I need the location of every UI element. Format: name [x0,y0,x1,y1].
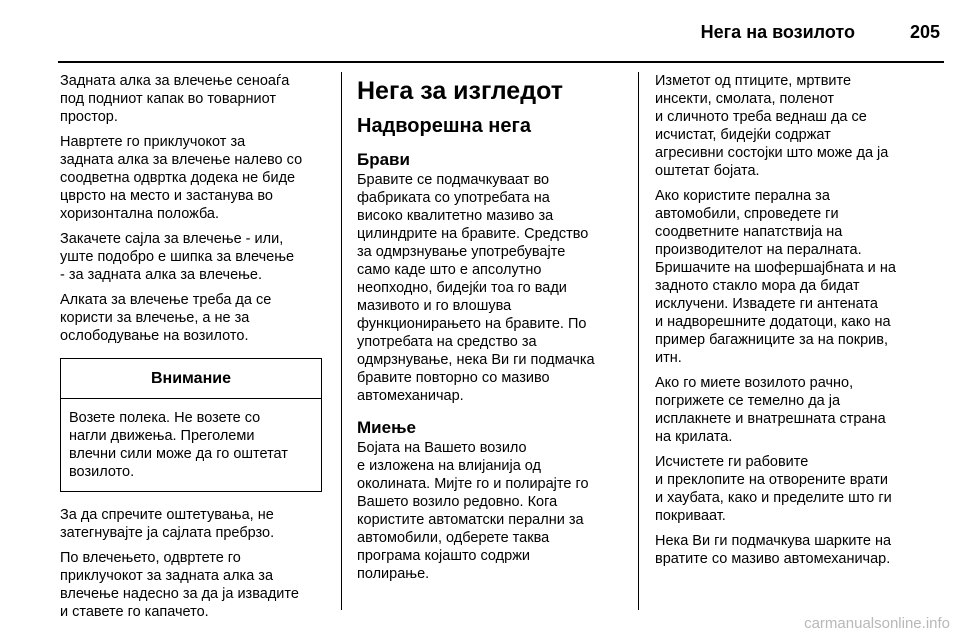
warning-box [60,358,322,492]
paragraph: Ако го миете возилото рачно, погрижете се темелно да ја исплакнете и внатрешната страна на крилата. [655,375,886,445]
watermark: carmanualsonline.info [804,615,950,632]
paragraph: Бравите се подмачкуваат во фабриката со употребата на високо квалитетно мазиво за цилиндрите на бравите. Средство за одмрзнување употребувајте само каде што е апсолутно неопходно, бидејќи тоа го вади мазивото и го влошува функционирањето на бравите. По употребата на средство за одмрзнување, нека Ви ги подмачка бравите повторно со мазиво автомеханичар. [357,172,595,404]
text-column-2 [357,72,629,590]
header-divider [58,61,944,63]
subsection-heading: Надворешна нега [357,115,531,137]
warning-title: Внимание [61,359,321,399]
paragraph: Нека Ви ги подмачкува шарките на вратите со мазиво автомеханичар. [655,533,892,567]
paragraph: Бојата на Вашето возило е изложена на влијанија од околината. Мијте го и полирајте го Вашето возило редовно. Кога користите автоматски перални за автомобили, одберете таква програма којашто содржи полирање. [357,440,589,582]
warning-text: Возете полека. Не возете со нагли движења. Преголеми влечни сили може да го оштетат возилото. [69,410,288,480]
section-heading: Нега за изгледот [357,77,563,105]
paragraph: Исчистете ги рабовите и преклопите на отворените врати и хаубата, како и пределите што ги покриваат. [655,454,892,524]
topic-heading-locks: Брави [357,150,410,169]
text-column-1 [60,72,326,628]
text-column-3 [655,72,927,575]
column-divider-2 [638,72,639,610]
topic-heading-washing: Миење [357,418,416,437]
paragraph: Закачете сајла за влечење - или, уште подобро е шипка за влечење - за задната алка за влечење. [60,231,295,283]
paragraph: Изметот од птиците, мртвите инсекти, смолата, поленот и сличното треба веднаш да се исчистат, бидејќи содржат агресивни состојки што може да ја оштетат бојата. [655,73,889,179]
column-divider-1 [341,72,342,610]
paragraph: По влечењето, одвртете го приклучокот за задната алка за влечење надесно за да ја извадите и ставете го капачето. [60,550,299,620]
paragraph: Ако користите перална за автомобили, спроведете ги соодветните напатствија на производителот на пералната. Бришачите на шофершајбната и на задното стакло мора да бидат исклучени. Извадете ги антената и надворешните додатоци, како на пример багажниците за на покрив, итн. [655,188,896,366]
paragraph: Навртете го приклучокот за задната алка за влечење налево со соодветна одвртка додека не биде цврсто на место и застанува во хоризонтална положба. [60,134,303,222]
paragraph: За да спречите оштетувања, не затегнувајте ја сајлата пребрзо. [60,507,275,541]
page-header-title: Нега на возилото [700,22,855,42]
paragraph: Задната алка за влечење сеноаѓа под подниот капак во товарниот простор. [60,73,290,125]
paragraph: Алката за влечење треба да се користи за влечење, а не за ослободување на возилото. [60,292,272,344]
page-number: 205 [909,22,940,42]
